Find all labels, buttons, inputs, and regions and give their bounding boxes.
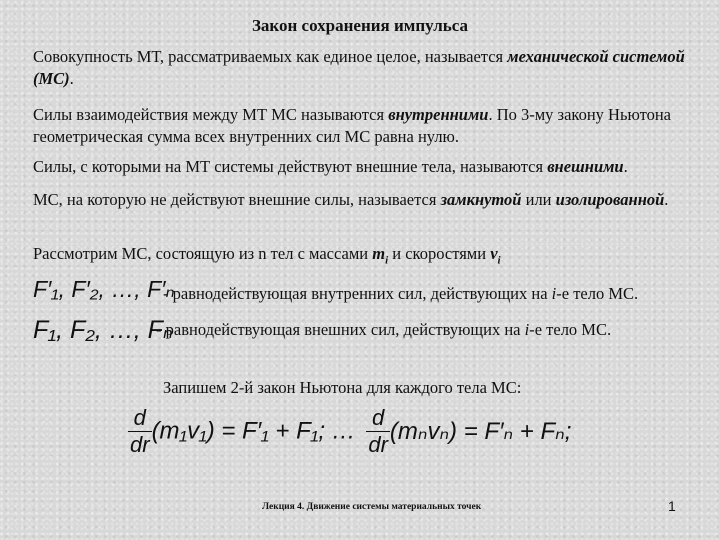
fraction-numerator-2: d [366,405,390,432]
p2-text1: Силы взаимодействия между МТ МС называются [33,105,389,124]
p5-m-sub: i [385,254,389,267]
p1-end: . [69,69,74,88]
p4-emph1: замкнутой [440,190,522,209]
p5-m: m [372,244,386,263]
equation-right: (mₙvₙ) = F′ₙ + Fₙ; [389,418,572,445]
newton-equation [128,405,571,458]
p3-text: Силы, с которыми на МТ системы действуют внешние тела, называются [33,157,548,176]
p5-text2: и скоростями [388,244,491,263]
external-i: i [524,320,530,339]
p2-emph: внутренними [388,105,489,124]
paragraph-closed-system [33,189,693,211]
fraction-denominator-1: dr [130,432,150,457]
paragraph-internal-forces [33,104,693,148]
paragraph-external-forces [33,156,693,178]
derivative-fraction-2 [366,405,390,458]
derivative-fraction-1 [128,405,152,458]
p4-text1: МС, на которую не действуют внешние силы, называется [33,190,441,209]
internal-desc2: -е тело МС. [556,284,639,303]
internal-forces-formula: F′₁, F′₂, …, F′ₙ [33,276,175,302]
p3-end: . [623,157,628,176]
internal-forces-description [163,283,703,305]
paragraph-consider-system [33,243,693,271]
p4-emph2: изолированной [555,190,665,209]
fraction-denominator-2: dr [368,432,388,457]
p2-text2: . По 3-му закону Ньютона геометрическая сумма всех внутренних сил МС равна нулю. [33,105,671,146]
external-desc2: -е тело МС. [529,320,612,339]
slide-footer: Лекция 4. Движение системы материальных точек [262,502,482,512]
external-forces-description [156,319,701,341]
fraction-numerator-1: d [128,405,152,432]
p4-end: . [664,190,669,209]
slide-title: Закон сохранения импульса [251,16,469,35]
p5-v-sub: i [497,254,501,267]
internal-i: i [551,284,557,303]
p1-emph: механической системой (МС) [33,47,685,88]
external-desc1: - равнодействующая внешних сил, действующих на [156,320,525,339]
p5-v: v [490,244,498,263]
p3-emph: внешними [547,157,624,176]
internal-desc1: - равнодействующая внутренних сил, действующих на [163,284,552,303]
external-forces-formula: F₁, F₂, …, Fₙ [33,316,173,344]
p1-text: Совокупность МТ, рассматриваемых как единое целое, называется [33,47,508,66]
newton-law-intro: Запишем 2-й закон Ньютона для каждого тела МС: [163,378,522,397]
p5-text1: Рассмотрим МС, состоящую из n тел с массами [33,244,373,263]
paragraph-mechanical-system [33,46,693,90]
page-number: 1 [668,498,676,514]
p4-text2: или [521,190,556,209]
equation-left: (m₁v₁) = F′₁ + F₁; … [151,417,356,445]
